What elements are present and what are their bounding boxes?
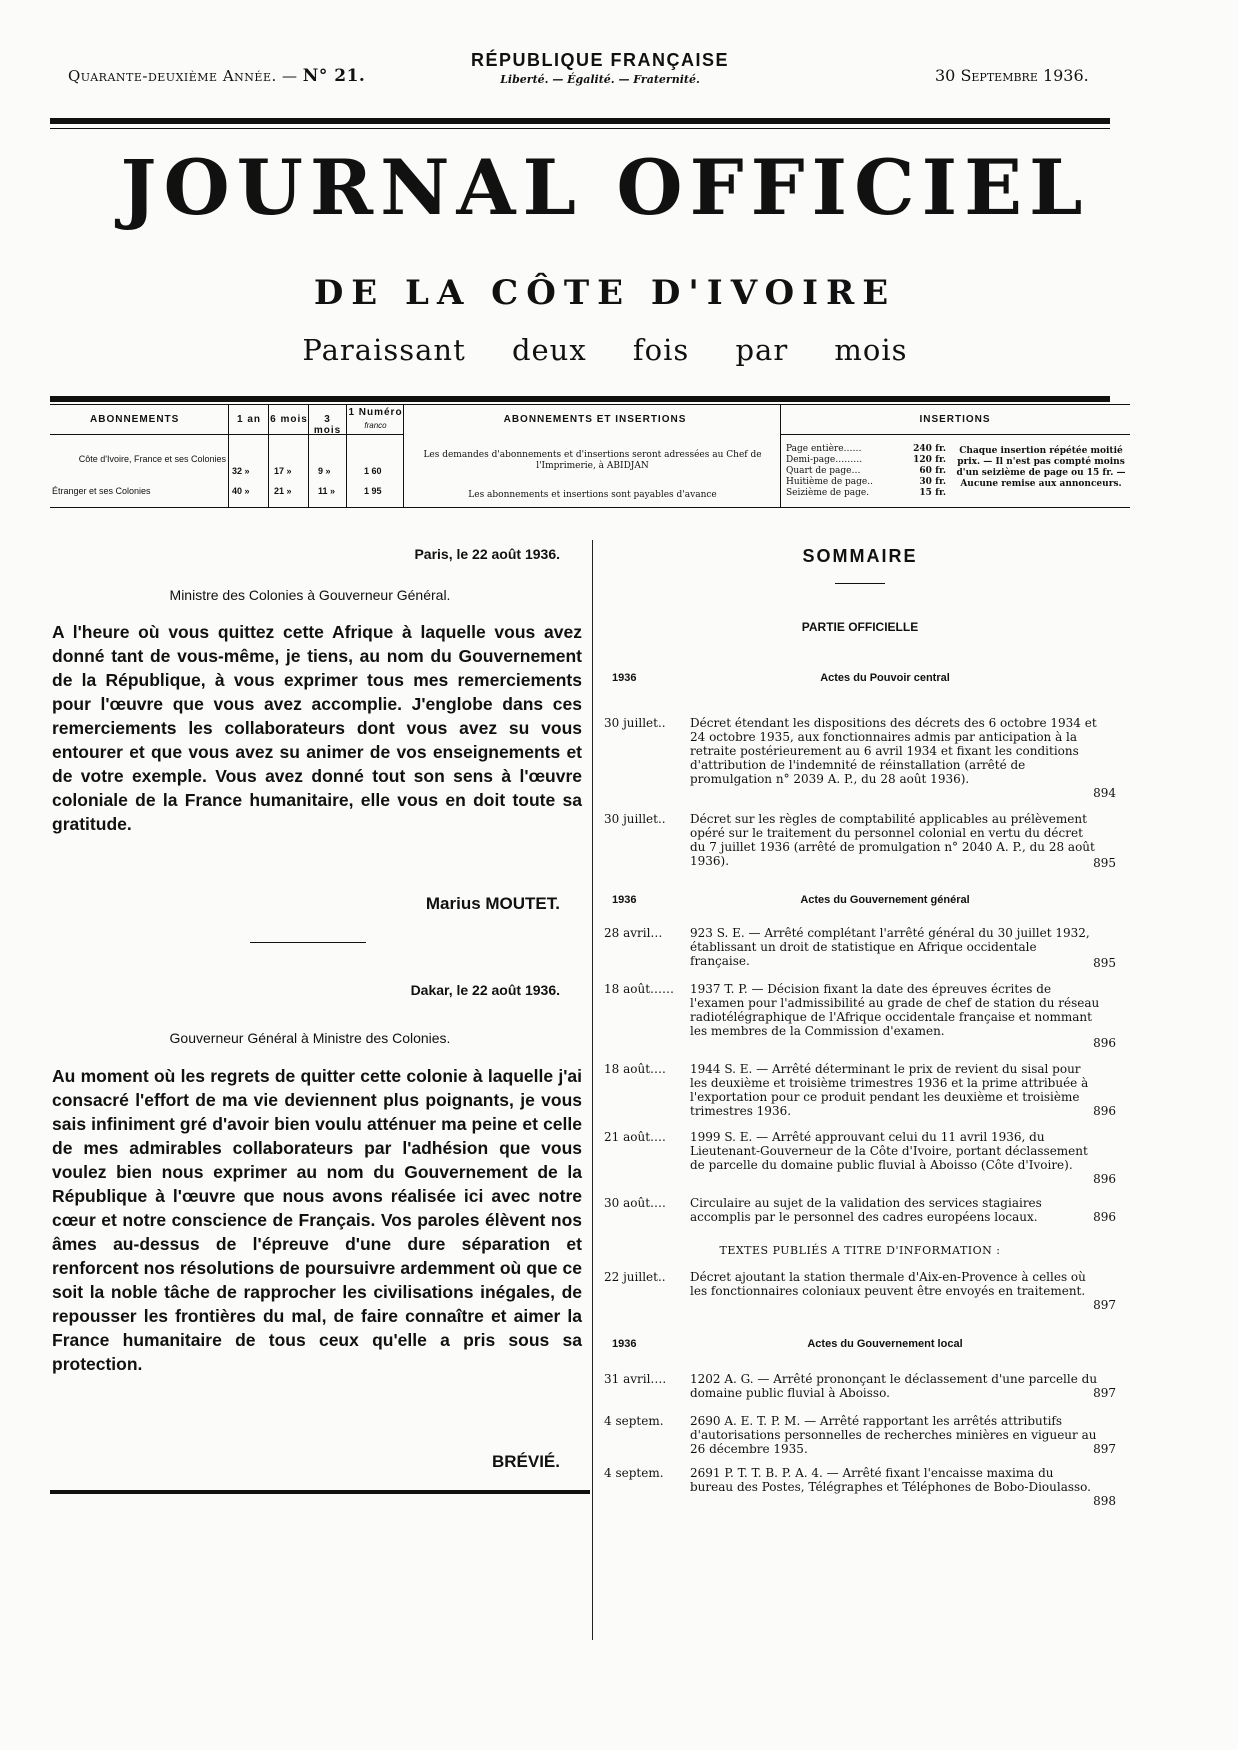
subscription-note-1: Les demandes d'abonnements et d'insertions seront adressées au Chef de l'Imprimerie, à ABIDJAN (423, 450, 762, 471)
row1-3mois: 9 » (318, 466, 331, 476)
republic-header (430, 50, 770, 86)
toc-entry: 1999 S. E. — Arrêté approuvant celui du 11 avril 1936, du Lieutenant-Gouverneur de la Côte d'Ivoire, portant déclassement de parcelle du domaine public fluvial à Aboisso (Côte d'Ivoire). (690, 1130, 1088, 1172)
toc-date: 28 avril… (604, 926, 663, 940)
col-3mois: 3 mois (313, 414, 342, 436)
letter1-body: A l'heure où vous quittez cette Afrique à laquelle vous avez donné tant de vous-même, je tiens, au nom du Gouvernement de la République, à vous exprimer tous mes remerciements pour l'œuvre que vous avez accomplie. J'englobe dans ces remerciements les collaborateurs dont vous avez su vous entourer et que vous avez su animer de vos enseignements et de votre exemple. Vous avez donné tout son sens à l'œuvre coloniale de la France humanitaire, elle vous en doit toute sa gratitude. (52, 622, 582, 834)
letter2-addressee: Gouverneur Général à Ministre des Colonies. (169, 1030, 451, 1046)
toc-date: 30 juillet.. (604, 812, 666, 826)
sec3-title: Actes du Gouvernement local (807, 1338, 963, 1350)
toc-page: 897 (1093, 1386, 1116, 1400)
toc-entry: 1937 T. P. — Décision fixant la date des épreuves écrites de l'examen pour l'admissibilité au grade de chef de station du réseau radiotélégraphique de l'Afrique occidentale française et nommant les membres de la Commission d'examen. (690, 982, 1100, 1038)
toc-entry: Décret étendant les dispositions des décrets des 6 octobre 1934 et 24 octobre 1935, aux fonctionnaires admis par anticipation à la retraite postérieurement au 6 avril 1934 et fixant les conditions d'attribution de l'indemnité de réinstallation (arrêté de promulgation n° 2039 A. P., du 28 août 1936). (690, 716, 1097, 786)
journal-subtitle: DE LA CÔTE D'IVOIRE (313, 273, 897, 313)
row1-1an: 32 » (232, 466, 250, 476)
toc-date: 30 juillet.. (604, 716, 666, 730)
toc-date: 4 septem. (604, 1414, 664, 1428)
toc-entry: Décret sur les règles de comptabilité applicables au prélèvement opéré sur le traitement du personnel colonial en vertu du décret du 7 juillet 1936 (arrêté de promulgation n° 2040 A. P., du 28 août 1936). (690, 812, 1095, 868)
toc-date: 22 juillet.. (604, 1270, 666, 1284)
letter1-addressee: Ministre des Colonies à Gouverneur Général. (169, 587, 451, 603)
toc-date: 18 août…. (604, 1062, 666, 1076)
toc-entry: 2691 P. T. T. B. P. A. 4. — Arrêté fixant l'encaisse maxima du bureau des Postes, Télégraphes et Téléphones de Bobo-Dioulasso. (690, 1466, 1091, 1494)
toc-entry: 923 S. E. — Arrêté complétant l'arrêté général du 30 juillet 1932, établissant un droit de statistique en Afrique occidentale française. (690, 926, 1090, 968)
row2-3mois: 11 » (318, 486, 336, 496)
insertion-prices (786, 444, 946, 499)
column-divider (592, 540, 593, 1640)
insertion-note: Chaque insertion répétée moitié prix. — Il n'est pas compté moins d'un seizième de page ou 15 fr. — Aucune remise aux annonceurs. (956, 446, 1126, 489)
letter2-body: Au moment où les regrets de quitter cette colonie à laquelle j'ai consacré l'effort de ma vie deviennent plus poignants, je vous sais infiniment gré d'avoir bien voulu atténuer ma peine et celle de mes admirables collaborateurs par l'adhésion que vous voulez bien nous exprimer au nom du Gouvernement de la République à l'œuvre que nous avons réalisée ici avec notre cœur et notre conscience de Français. Vos paroles élèvent nos âmes au-dessus de l'épreuve d'une dure séparation et renforcent nos résolutions de poursuivre ardemment où que ce soit la noble tâche de rapprocher les civilisations inégales, de repousser les frontières du mal, de faire connaître et aimer la France humanitaire de tous ceux qu'elle a pris sous sa protection. (52, 1066, 582, 1374)
toc-date: 18 août…… (604, 982, 675, 996)
col-abonnements-insertions: ABONNEMENTS ET INSERTIONS (503, 414, 687, 425)
insertion-row: Page entière…… 240 fr. (786, 444, 946, 454)
toc-date: 21 août…. (604, 1130, 666, 1144)
toc-entry: 1944 S. E. — Arrêté déterminant le prix de revient du sisal pour les deuxième et troisième trimestres 1936 et la prime attribuée à l'exportation pour ce produit pendant les deuxième et troisième trimestres 1936. (690, 1062, 1089, 1118)
toc-page: 897 (1093, 1442, 1116, 1456)
toc-page: 896 (1093, 1104, 1116, 1118)
row2-1an: 40 » (232, 486, 250, 496)
letter2-place-date: Dakar, le 22 août 1936. (410, 982, 560, 998)
sec1-year: 1936 (612, 672, 637, 684)
toc-entry: 2690 A. E. T. P. M. — Arrêté rapportant les arrêtés attributifs d'autorisations personnelles de recherches minières en vigueur au 26 décembre 1935. (690, 1414, 1097, 1456)
toc-page: 898 (1093, 1494, 1116, 1508)
year-issue: Quarante-deuxième Année. — (68, 67, 303, 85)
row2-label: Étranger et ses Colonies (52, 486, 151, 496)
col-6mois: 6 mois (270, 414, 308, 425)
toc-date: 30 août…. (604, 1196, 666, 1210)
col-franco: franco (364, 421, 387, 430)
subscription-note-2: Les abonnements et insertions sont payables d'avance (468, 490, 717, 500)
col-insertions: INSERTIONS (919, 414, 991, 425)
toc-date: 31 avril…. (604, 1372, 667, 1386)
letter2-signature: BRÉVIÉ. (491, 1452, 560, 1471)
row2-numero: 1 95 (364, 486, 382, 496)
insertion-row: Seizième de page. 15 fr. (786, 488, 946, 498)
toc-entry: Circulaire au sujet de la validation des services stagiaires accomplis par le personnel des cadres européens locaux. (690, 1196, 1042, 1224)
masthead-rule (50, 396, 1110, 402)
journal-title: JOURNAL OFFICIEL (120, 143, 1090, 232)
sommaire-ornament (835, 583, 885, 584)
letter-separator (250, 942, 366, 943)
sec1-title: Actes du Pouvoir central (820, 672, 950, 684)
col-1an: 1 an (236, 414, 261, 425)
row1-label: Côte d'Ivoire, France et ses Colonies (78, 454, 226, 464)
toc-entry: Décret ajoutant la station thermale d'Aix-en-Provence à celles où les fonctionnaires coloniaux peuvent être envoyés en traitement. (690, 1270, 1086, 1298)
issue-info (68, 66, 365, 86)
sommaire-title: SOMMAIRE (802, 546, 918, 566)
top-rule-thin (50, 128, 1110, 129)
sec2-title: Actes du Gouvernement général (800, 894, 970, 906)
col-abonnements: ABONNEMENTS (90, 414, 180, 425)
publication-frequency: Paraissant deux fois par mois (302, 333, 908, 367)
insertion-row: Quart de page… 60 fr. (786, 466, 946, 476)
letter1-place-date: Paris, le 22 août 1936. (414, 546, 560, 562)
motto: Liberté. — Égalité. — Fraternité. (500, 73, 700, 86)
row1-numero: 1 60 (364, 466, 382, 476)
col-numero: 1 Numéro (348, 407, 403, 418)
toc-page: 896 (1093, 1172, 1116, 1186)
issue-number: N° 21. (302, 66, 366, 86)
toc-page: 894 (1093, 786, 1116, 800)
insertion-row: Demi-page……… 120 fr. (786, 455, 946, 465)
sec2-year: 1936 (612, 894, 637, 906)
info-title: TEXTES PUBLIÉS A TITRE D'INFORMATION : (719, 1244, 1001, 1257)
sec3-year: 1936 (612, 1338, 637, 1350)
row2-6mois: 21 » (274, 486, 292, 496)
letter1-signature: Marius MOUTET. (425, 894, 560, 913)
partie-officielle: PARTIE OFFICIELLE (801, 620, 919, 634)
issue-date: 30 Septembre 1936. (935, 66, 1089, 85)
toc-date: 4 septem. (604, 1466, 664, 1480)
toc-page: 897 (1093, 1298, 1116, 1312)
toc-entry: 1202 A. G. — Arrêté prononçant le déclassement d'une parcelle du domaine public fluvial à Aboisso. (690, 1372, 1098, 1400)
top-rule (50, 118, 1110, 124)
insertion-row: Huitième de page.. 30 fr. (786, 477, 946, 487)
toc-page: 895 (1093, 856, 1116, 870)
toc-page: 896 (1093, 1210, 1116, 1224)
toc-page: 896 (1093, 1036, 1116, 1050)
bottom-rule (50, 1490, 590, 1494)
subscription-table (50, 404, 1130, 508)
row1-6mois: 17 » (274, 466, 292, 476)
republic-name: RÉPUBLIQUE FRANÇAISE (470, 50, 729, 70)
toc-page: 895 (1093, 956, 1116, 970)
